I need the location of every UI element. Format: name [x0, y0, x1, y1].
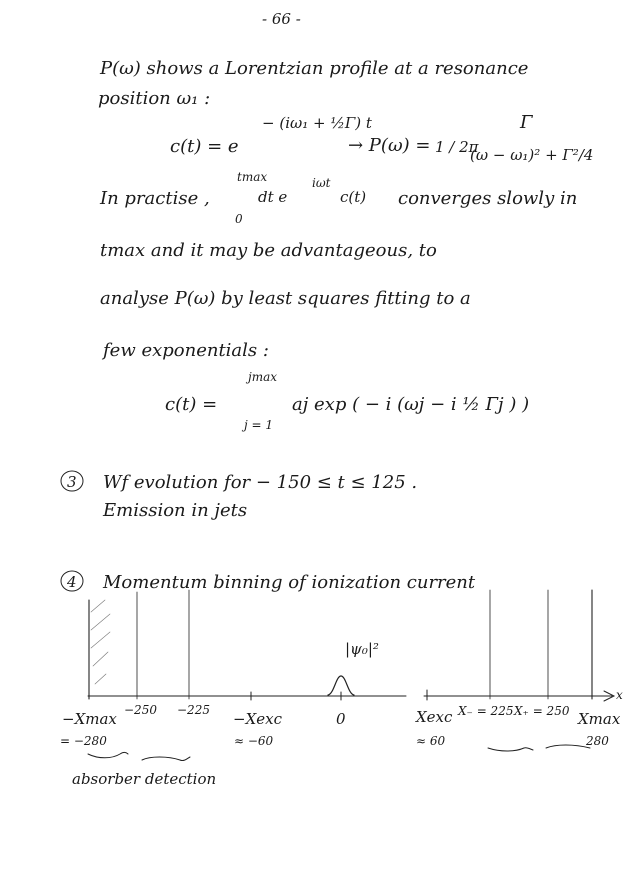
neg-xexc-value: ≈ −60	[234, 734, 274, 748]
xmax-value: 280	[586, 734, 609, 748]
eq1-lhs: c(t) = e	[170, 136, 239, 157]
eq1-exponent: − (iω₁ + ½Γ) t	[262, 114, 372, 132]
tick-label-zero: 0	[336, 710, 346, 728]
absorber-hatching	[91, 600, 110, 684]
tick-label-neg225: −225	[177, 703, 210, 717]
item3-line1: Wf evolution for − 150 ≤ t ≤ 125 .	[103, 472, 418, 493]
para2-line3: analyse P(ω) by least squares fitting to a	[100, 288, 471, 309]
integrand-end: c(t)	[340, 188, 367, 206]
page-number: - 66 -	[262, 10, 301, 28]
absorber-detection-caption: absorber detection	[72, 770, 217, 788]
brace-left-a	[88, 753, 128, 758]
eq1-numerator: Γ	[520, 112, 533, 133]
tick-label-neg250: −250	[124, 703, 157, 717]
peak-label: |ψ₀|²	[345, 640, 379, 658]
item3-line2: Emission in jets	[103, 500, 248, 521]
neg-xmax-value: = −280	[60, 734, 107, 748]
brace-right-b	[546, 745, 590, 748]
item3-circle	[61, 471, 83, 491]
brace-right-a	[488, 748, 533, 751]
integrand-exponent: iωt	[312, 176, 331, 190]
item4-line1: Momentum binning of ionization current	[103, 572, 476, 593]
item4-circle	[61, 571, 83, 591]
tick-label-xminus: X₋ = 225	[458, 704, 514, 718]
sum-upper-limit: jmax	[248, 370, 278, 384]
para2-line4: few exponentials :	[103, 340, 269, 361]
brace-left-b	[142, 757, 190, 761]
item4-number: 4	[67, 573, 77, 591]
integral-lower-limit: 0	[235, 212, 243, 226]
tick-label-xmax: Xmax	[578, 710, 621, 728]
neg-xmax-label: −Xmax	[62, 710, 117, 728]
sum-lower-limit: j = 1	[244, 418, 274, 432]
axis-label: x	[616, 688, 623, 702]
para2-line2: tmax and it may be advantageous, to	[100, 240, 437, 261]
eq1-coefficient: 1 / 2π	[435, 138, 479, 156]
eq1-denominator: (ω − ω₁)² + Γ²/4	[470, 146, 594, 164]
para1-line2: position ω₁ :	[98, 88, 211, 109]
tick-label-xplus: X₊ = 250	[514, 704, 570, 718]
xexc-value: ≈ 60	[416, 734, 446, 748]
tick-label-xexc: Xexc	[416, 708, 453, 726]
integral-upper-limit: tmax	[237, 170, 268, 184]
integrand: dt e	[258, 188, 288, 206]
tick-label-neg-xexc: −Xexc	[233, 710, 282, 728]
item3-number: 3	[67, 473, 77, 491]
para2-line1-start: In practise ,	[100, 188, 210, 209]
eq2-rhs: aj exp ( − i (ωj − i ½ Γj ) )	[292, 394, 530, 415]
eq1-arrow-rhs: → P(ω) =	[348, 135, 431, 156]
para2-line1-end: converges slowly in	[398, 188, 578, 209]
eq2-lhs: c(t) =	[165, 394, 218, 415]
para1-line1: P(ω) shows a Lorentzian profile at a resonance	[100, 58, 529, 79]
